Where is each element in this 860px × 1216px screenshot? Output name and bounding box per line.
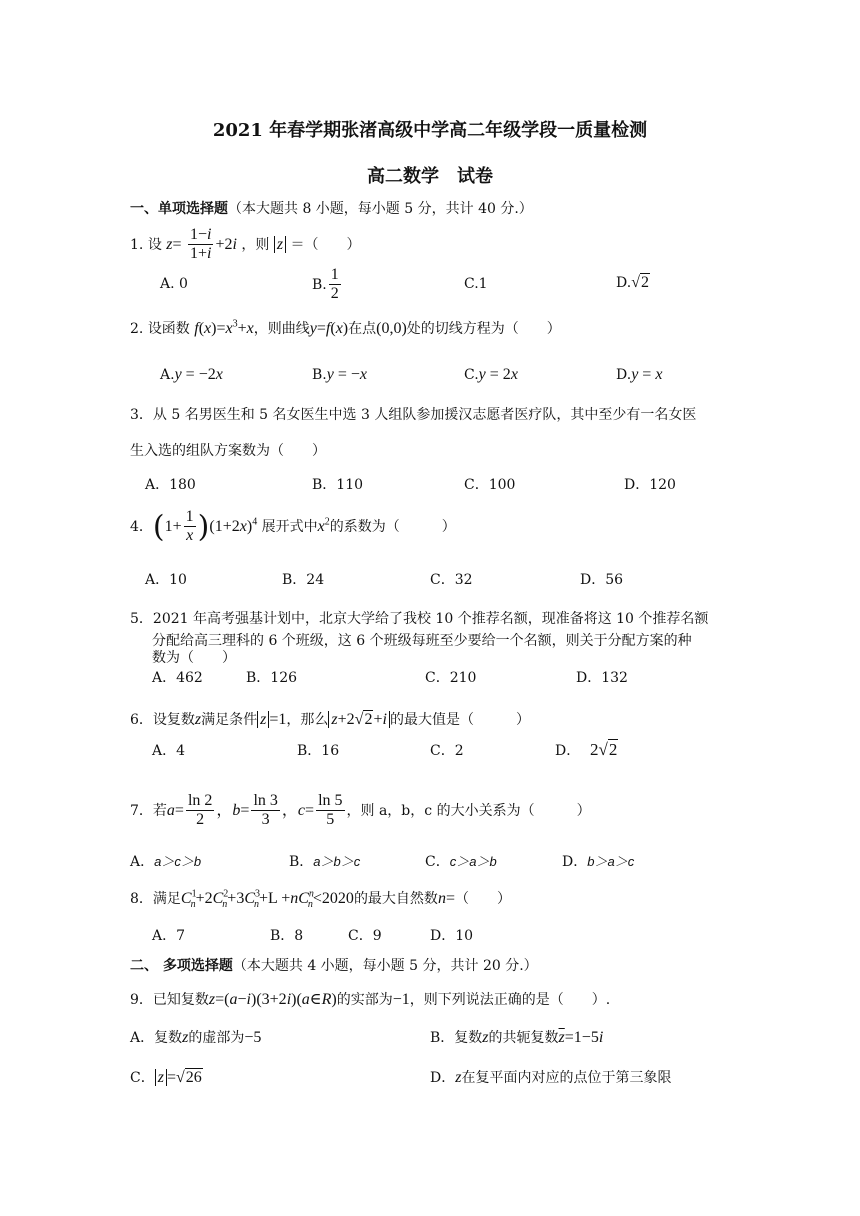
option-a[interactable]: A．4 (152, 743, 186, 759)
question-5-line-1: 5．2021 年高考强基计划中，北京大学给了我校 10 个推荐名额，现准备将这 10 个推荐名额 (130, 611, 709, 627)
question-text: ，则 (241, 236, 270, 253)
question-2: 2. 设函数 $f(x)=x^3+x$，则曲线y=f(x)在点(0,0)处的切线方程为（ ） (130, 318, 561, 337)
option-d[interactable]: D．132 (576, 670, 628, 686)
option-b[interactable]: B．复数z的共轭复数$\overline{z}=1-5i$ (430, 1029, 604, 1046)
option-d[interactable]: D．120 (624, 477, 676, 493)
question-text: 设 (147, 236, 162, 253)
option-d[interactable]: D.√2 (616, 274, 649, 291)
option-d[interactable]: D.y = x (616, 366, 663, 383)
option-b[interactable]: B．126 (246, 670, 298, 686)
option-b[interactable]: B．110 (312, 477, 364, 493)
question-9: 9．已知复数z=(a−i)(3+2i)(a∈R)的实部为−1，则下列说法正确的是（ ）. (130, 991, 611, 1008)
question-3-line-2: 生入选的组队方案数为（ ） (130, 443, 326, 459)
option-a[interactable]: A．10 (145, 572, 187, 588)
option-c[interactable]: C． z =√26 (130, 1069, 202, 1086)
question-8: 8．满足$C^1_n+2C^2_n+3C^3_n+L +nC^n_n<2020$的最大自然数n=（ ） (130, 888, 511, 911)
option-d[interactable]: D．56 (580, 572, 624, 588)
option-a[interactable]: A. 0 (160, 276, 188, 292)
option-c[interactable]: C．100 (464, 477, 516, 493)
option-c[interactable]: C．9 (348, 928, 382, 944)
option-b[interactable]: B．16 (297, 743, 340, 759)
section-label: 一、单项选择题 (130, 201, 228, 217)
fraction: $\frac{1-i}{1+i}$ (189, 226, 212, 263)
question-4: 4．(1+ $\frac{1}{x}$ )$(1+2x)^4$ 展开式中$x^2$的系数为（ ） (130, 508, 456, 545)
option-c[interactable]: C．c＞a＞b (425, 854, 497, 870)
option-d[interactable]: D．z在复平面内对应的点位于第三象限 (430, 1069, 672, 1086)
question-number: 1. (130, 236, 144, 253)
question-5-line-2: 分配给高三理科的 6 个班级，这 6 个班级每班至少要给一个名额，则关于分配方案的种 (152, 633, 692, 649)
option-c[interactable]: C.1 (464, 276, 488, 292)
question-5-line-3: 数为（ ） (152, 650, 236, 666)
option-a[interactable]: A．复数z的虚部为−5 (130, 1029, 262, 1046)
question-text: ＝（ ） (290, 236, 361, 253)
question-6: 6．设复数z满足条件 z =1，那么 z+2√2+i 的最大值是（ ） (130, 711, 530, 728)
question-7: 7．若a= $\frac{\ln 2}{2}$ ，b= $\frac{\ln 3}{3}$ ，c= $\frac{\ln 5}{5}$ ，则 a，b，c 的大小关系为（ ） (130, 792, 591, 829)
page-subtitle: 高二数学 试卷 (367, 166, 493, 187)
option-d[interactable]: D． (555, 743, 581, 759)
question-1: 1. 设 z= $\frac{1-i}{1+i}$ +2i ，则 z ＝（ ） (130, 226, 361, 263)
option-c[interactable]: C．210 (425, 670, 477, 686)
option-b[interactable]: B. $\frac{1}{2}$ (312, 266, 339, 303)
option-b[interactable]: B.y = −x (312, 366, 368, 383)
math-z: z (166, 235, 173, 253)
option-b[interactable]: B．24 (282, 572, 325, 588)
option-a[interactable]: A．a＞c＞b (130, 854, 202, 870)
option-d[interactable]: D．b＞a＞c (562, 854, 635, 870)
option-a[interactable]: A．180 (145, 477, 196, 493)
option-a[interactable]: A．7 (152, 928, 186, 944)
option-d[interactable]: D．10 (430, 928, 474, 944)
option-c[interactable]: C．2 (430, 743, 464, 759)
section-note: （本大题共 8 小题，每小题 5 分，共计 40 分.） (228, 201, 533, 217)
option-b[interactable]: B．a＞b＞c (289, 854, 361, 870)
option-a[interactable]: A．462 (152, 670, 203, 686)
page-title: 2021 年春学期张渚高级中学高二年级学段一质量检测 (212, 120, 648, 141)
option-b[interactable]: B．8 (270, 928, 304, 944)
question-3-line-1: 3．从 5 名男医生和 5 名女医生中选 3 人组队参加援汉志愿者医疗队，其中至少有一名女医 (130, 407, 697, 423)
option-c[interactable]: C．32 (430, 572, 473, 588)
section-heading-multiple-choice: 二、 多项选择题（本大题共 4 小题，每小题 5 分，共计 20 分.） (130, 958, 538, 974)
section-heading-single-choice (130, 198, 533, 218)
option-c[interactable]: C.y = 2x (464, 366, 518, 383)
option-a[interactable]: A.y = −2x (160, 366, 223, 383)
option-d-value: 2√2 (590, 740, 618, 759)
